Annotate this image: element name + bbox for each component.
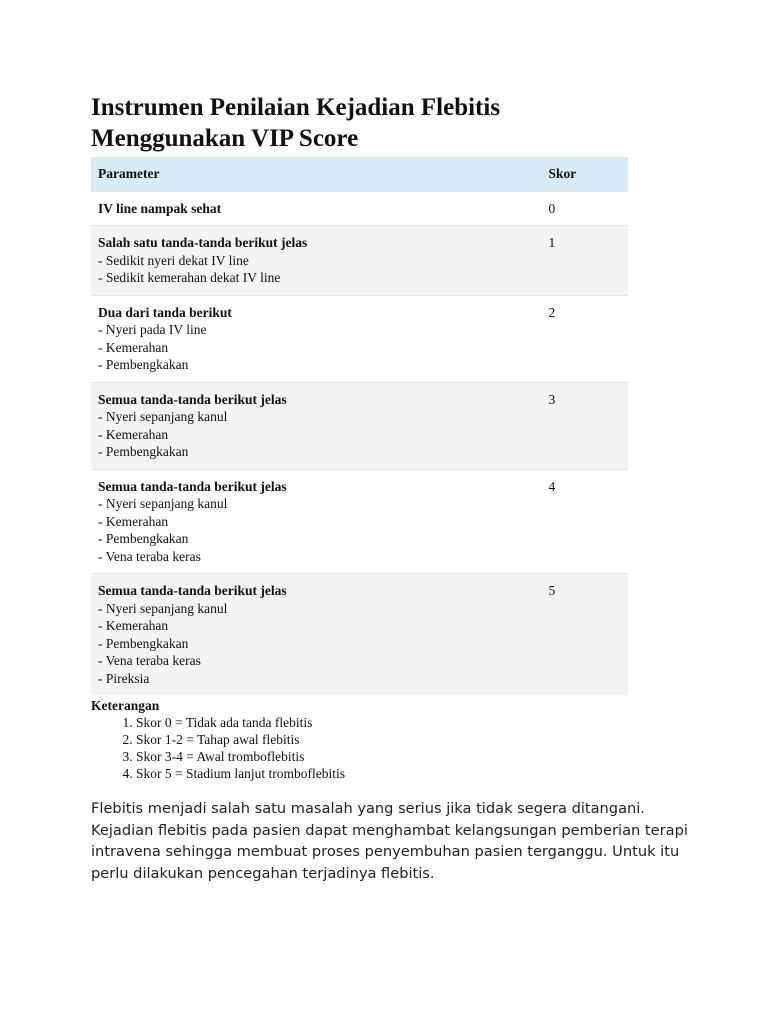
parameter-sign: - Pireksia: [98, 670, 150, 686]
table-row: [91, 382, 628, 469]
parameter-sign: - Kemerahan: [98, 339, 169, 355]
table-header-row: [91, 157, 628, 191]
score-cell: 1: [542, 226, 628, 296]
parameter-sign: - Pembengkakan: [98, 444, 189, 459]
vip-score-table: [91, 157, 628, 695]
parameter-sign: - Kemerahan: [98, 513, 169, 529]
document-body: [91, 92, 688, 884]
table-row: [91, 226, 628, 296]
table-body: [91, 191, 628, 695]
parameter-sign: - Kemerahan: [98, 618, 169, 633]
parameter-heading: Semua tanda-tanda berikut jelas: [98, 478, 287, 494]
parameter-heading: Dua dari tanda berikut: [98, 304, 232, 320]
table-row: [91, 574, 628, 696]
note-item: 1. Skor 0 = Tidak ada tanda flebitis: [136, 714, 628, 731]
parameter-sign: - Vena teraba keras: [98, 653, 201, 668]
parameter-sign: - Kemerahan: [98, 426, 169, 442]
score-cell: 4: [542, 469, 628, 574]
score-cell: 3: [542, 382, 628, 469]
parameter-sign: - Nyeri pada IV line: [98, 322, 207, 337]
parameter-sign: - Nyeri sepanjang kanul: [98, 409, 228, 424]
table-row: [91, 191, 628, 226]
parameter-heading: Semua tanda-tanda berikut jelas: [98, 391, 287, 407]
page-title: Instrumen Penilaian Kejadian Flebitis Menggunakan VIP Score: [91, 94, 501, 152]
parameter-cell: [91, 574, 542, 696]
parameter-sign: - Pembengkakan: [98, 635, 189, 651]
table-row: [91, 295, 628, 382]
parameter-sign: - Vena teraba keras: [98, 548, 201, 564]
parameter-sign: - Sedikit kemerahan dekat IV line: [98, 270, 281, 285]
parameter-cell: [91, 226, 542, 296]
parameter-sign: - Nyeri sepanjang kanul: [98, 496, 228, 511]
parameter-heading: Salah satu tanda-tanda berikut jelas: [98, 235, 308, 250]
parameter-cell: [91, 295, 542, 382]
score-cell: 5: [542, 574, 628, 696]
header-score: Skor: [548, 166, 577, 181]
note-item: 4. Skor 5 = Stadium lanjut tromboflebitis: [136, 765, 628, 782]
body-paragraph: Flebitis menjadi salah satu masalah yang serius jika tidak segera ditangani. Kejadian flebitis pada pasien dapat menghambat kelangsungan pemberian terapi intravena sehingga membuat proses penyembuhan pasien terganggu. Untuk itu perlu dilakukan pencegahan terjadinya flebitis.: [91, 800, 688, 882]
note-item: 3. Skor 3-4 = Awal tromboflebitis: [136, 748, 628, 765]
parameter-cell: [91, 469, 542, 574]
score-cell: 0: [542, 191, 628, 226]
notes-title: Keterangan: [91, 698, 160, 713]
parameter-sign: - Nyeri sepanjang kanul: [98, 600, 228, 616]
notes-list: [91, 714, 628, 782]
parameter-cell: [91, 191, 542, 226]
parameter-sign: - Pembengkakan: [98, 357, 189, 372]
parameter-heading: Semua tanda-tanda berikut jelas: [98, 583, 287, 598]
parameter-heading: IV line nampak sehat: [98, 200, 222, 216]
note-item: 2. Skor 1-2 = Tahap awal flebitis: [136, 731, 628, 748]
parameter-sign: - Sedikit nyeri dekat IV line: [98, 252, 249, 268]
header-parameter: Parameter: [98, 166, 160, 181]
parameter-sign: - Pembengkakan: [98, 531, 189, 546]
table-row: [91, 469, 628, 574]
parameter-cell: [91, 382, 542, 469]
score-cell: 2: [542, 295, 628, 382]
